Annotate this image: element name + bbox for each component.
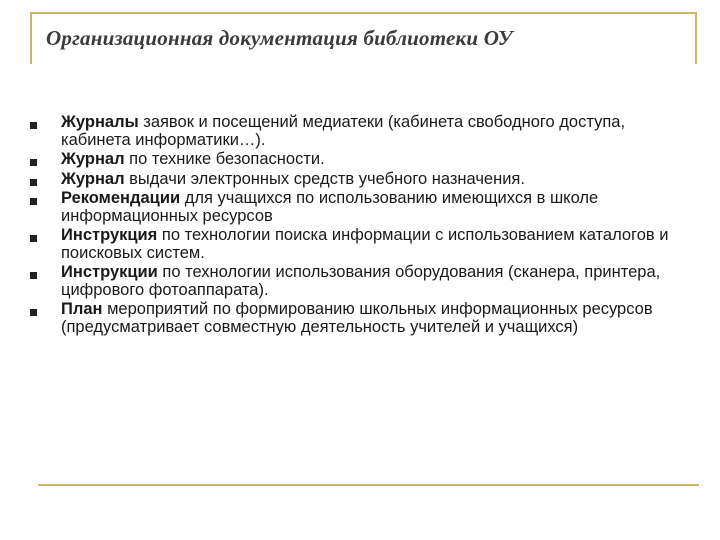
square-bullet-icon (30, 235, 37, 242)
list-item (30, 114, 690, 149)
frame-top-rule (30, 12, 697, 14)
item-text: по технологии использования оборудования (сканера, принтера, цифрового фотоаппарата). (61, 263, 661, 299)
frame-left-rule (30, 12, 32, 64)
list-item (30, 151, 690, 169)
square-bullet-icon (30, 159, 37, 166)
list-item (30, 301, 690, 336)
square-bullet-icon (30, 179, 37, 186)
item-text: мероприятий по формированию школьных информационных ресурсов (предусматривает совместную деятельность учителей и учащихся) (61, 300, 653, 336)
list-item (30, 264, 690, 299)
square-bullet-icon (30, 272, 37, 279)
list-item (30, 171, 690, 189)
item-text: по технологии поиска информации с использованием каталогов и поисковых систем. (61, 226, 669, 262)
list-item (30, 227, 690, 262)
item-keyword: Инструкция (61, 226, 158, 244)
square-bullet-icon (30, 198, 37, 205)
item-text: заявок и посещений медиатеки (кабинета свободного доступа, кабинета информатики…). (61, 113, 626, 149)
frame-right-rule (695, 12, 697, 64)
square-bullet-icon (30, 309, 37, 316)
item-keyword: Журналы (61, 113, 139, 131)
item-keyword: Инструкции (61, 263, 158, 281)
slide-title: Организационная документация библиотеки ОУ (46, 26, 513, 50)
item-text: по технике безопасности. (124, 150, 325, 168)
bottom-rule (38, 484, 699, 486)
item-keyword: Рекомендации (61, 189, 181, 207)
item-text: выдачи электронных средств учебного назначения. (124, 169, 525, 188)
item-keyword: План (61, 300, 103, 318)
item-keyword: Журнал (61, 150, 125, 168)
item-keyword: Журнал (61, 169, 125, 188)
item-text: для учащихся по использованию имеющихся в школе информационных ресурсов (61, 189, 599, 225)
list-item (30, 190, 690, 225)
square-bullet-icon (30, 122, 37, 129)
bullet-list (30, 114, 690, 336)
